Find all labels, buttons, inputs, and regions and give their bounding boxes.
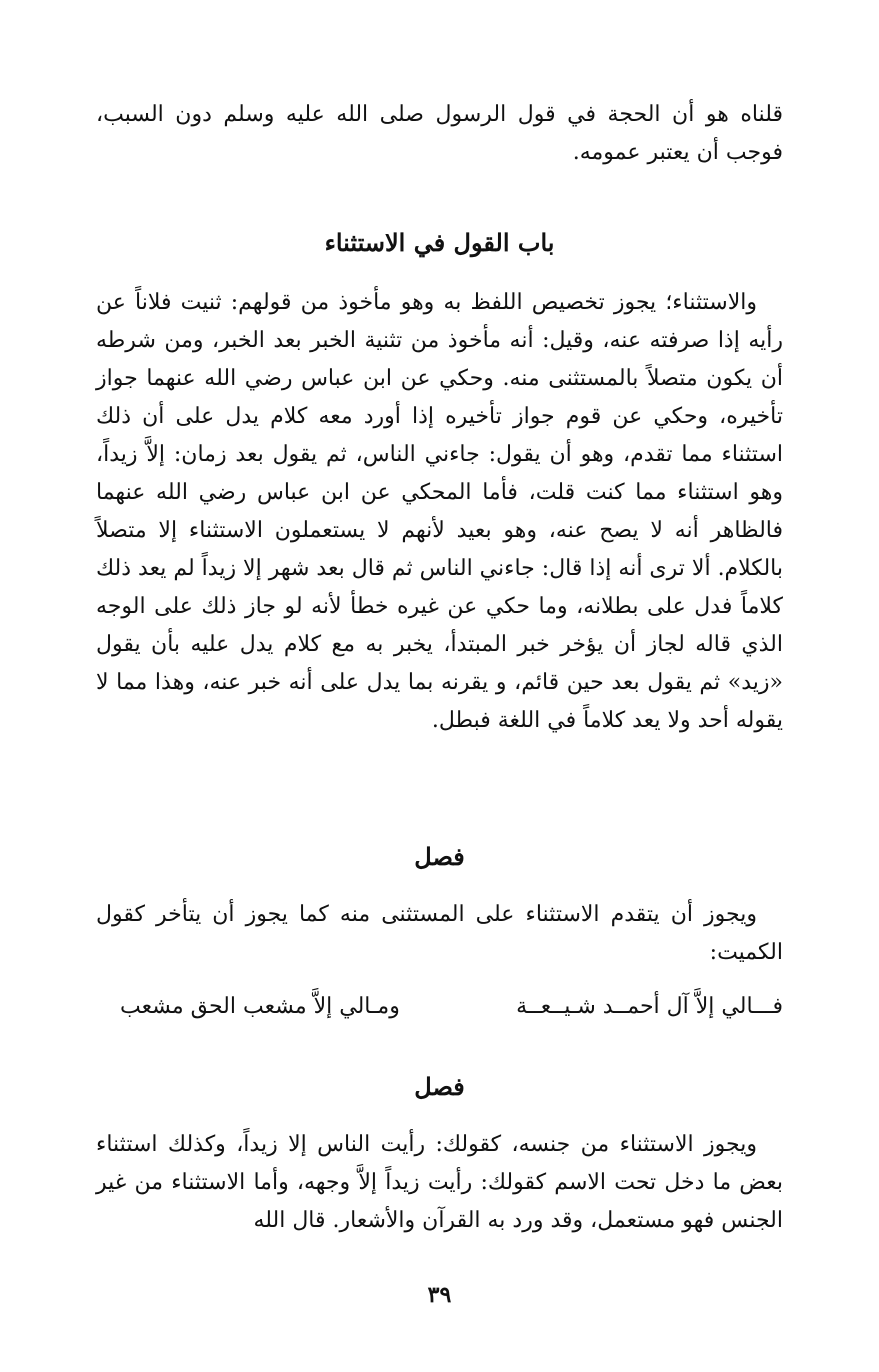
- section-heading-fasl-2: فصل: [414, 1072, 465, 1101]
- fasl-1-paragraph: ويجوز أن يتقدم الاستثناء على المستثنى منه كما يجوز أن يتأخر كقول الكميت:: [96, 902, 783, 965]
- chapter-heading: باب القول في الاستثناء: [324, 228, 555, 257]
- intro-paragraph: قلناه هو أن الحجة في قول الرسول صلى الله عليه وسلم دون السبب، فوجب أن يعتبر عمومه.: [96, 102, 783, 165]
- verse-first-hemistich: فـــالي إلاَّ آل أحمــد شـيــعــة: [516, 994, 783, 1019]
- fasl-2-paragraph: ويجوز الاستثناء من جنسه، كقولك: رأيت الناس إلا زيداً، وكذلك استثناء بعض ما دخل تحت الاسم كقولك: رأيت زيداً إلاَّ وجهه، وأما الاستثناء من غير الجنس فهو مستعمل، وقد ورد به القرآن والأشعار. قال الله: [96, 1132, 783, 1233]
- section-heading-fasl-1: فصل: [414, 842, 465, 871]
- page-number: ٣٩: [427, 1282, 452, 1308]
- verse-second-hemistich: ومـالي إلاَّ مشعب الحق مشعب: [120, 994, 400, 1019]
- poetry-verse: [120, 994, 783, 1019]
- main-paragraph: والاستثناء؛ يجوز تخصيص اللفظ به وهو مأخوذ من قولهم: ثنيت فلاناً عن رأيه إذا صرفته عنه، وقيل: أنه مأخوذ من تثنية الخبر بعد الخبر، ومن شرطه أن يكون متصلاً بالمستثنى منه. وحكي عن ابن عباس رضي الله عنهما جواز تأخيره، وحكي عن قوم جواز تأخيره إذا أورد معه كلام يدل على أن ذلك استثناء مما تقدم، وهو أن يقول: جاءني الناس، ثم يقول بعد زمان: إلاَّ زيداً، وهو استثناء مما كنت قلت، فأما المحكي عن ابن عباس رضي الله عنهما فالظاهر أنه لا يصح عنه، وهو بعيد لأنهم لا يستعملون الاستثناء إلا متصلاً بالكلام. ألا ترى أنه إذا قال: جاءني الناس ثم قال بعد شهر إلا زيداً لم يعد ذلك كلاماً فدل على بطلانه، وما حكي عن غيره خطأ لأنه لو جاز ذلك على الوجه الذي قاله لجاز أن يؤخر خبر المبتدأ، يخبر به مع كلام يدل عليه بأن يقول «زيد» ثم يقول بعد حين قائم، و يقرنه بما يدل على أنه خبر عنه، وهذا مما لا يقوله أحد ولا يعد كلاماً في اللغة فبطل.: [96, 290, 783, 733]
